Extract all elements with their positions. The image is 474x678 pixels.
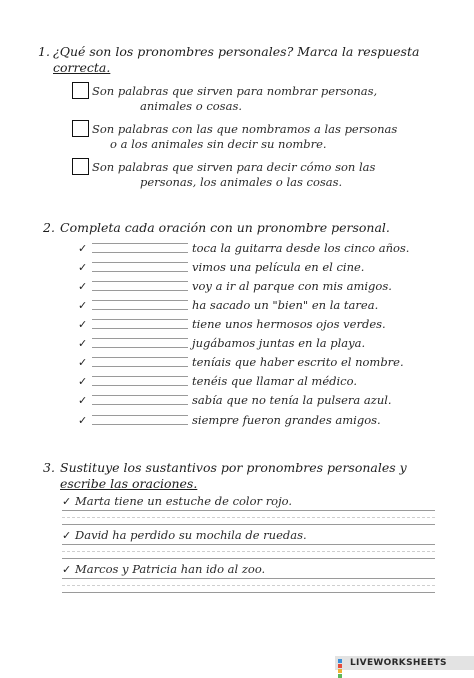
section-1-title-line-1: ¿Qué son los pronombres personales? Marca la respuesta [53, 44, 420, 59]
section-1-title-line-2: correcta. [53, 60, 111, 75]
sentence-text: jugábamos juntas en la playa. [192, 336, 366, 350]
section-1-number: 1. [38, 44, 50, 59]
check-icon: ✓ [62, 495, 72, 508]
option-3-text-line-2: personas, los animales o las cosas. [140, 175, 343, 189]
sentence-text: toca la guitarra desde los cinco años. [192, 241, 410, 255]
sentence-text: ha sacado un "bien" en la tarea. [192, 298, 379, 312]
option-2-text-line-1: Son palabras con las que nombramos a las personas [92, 122, 398, 136]
option-1-text-line-2: animales o cosas. [140, 99, 243, 113]
option-3-checkbox[interactable] [72, 158, 89, 175]
sentence-text: sabía que no tenía la pulsera azul. [192, 393, 392, 407]
sentence-row [78, 297, 378, 313]
check-icon: ✓ [78, 336, 88, 350]
blank-answer-field[interactable] [92, 281, 188, 291]
blank-answer-field[interactable] [92, 300, 188, 310]
check-icon: ✓ [78, 241, 88, 255]
check-icon: ✓ [78, 413, 88, 427]
section-3-title-line-2: escribe las oraciones. [60, 476, 198, 491]
blank-answer-field[interactable] [92, 262, 188, 272]
writing-line[interactable] [62, 578, 435, 593]
sentence-row [78, 354, 404, 370]
liveworksheets-logo-icon [338, 659, 347, 668]
rewrite-item-1-text: Marta tiene un estuche de color rojo. [75, 494, 293, 508]
check-icon: ✓ [78, 279, 88, 293]
brand-name: LIVEWORKSHEETS [350, 658, 447, 668]
blank-answer-field[interactable] [92, 357, 188, 367]
blank-answer-field[interactable] [92, 415, 188, 425]
check-icon: ✓ [62, 529, 72, 542]
blank-answer-field[interactable] [92, 243, 188, 253]
check-icon: ✓ [78, 317, 88, 331]
option-3-text-line-1: Son palabras que sirven para decir cómo son las [92, 160, 376, 174]
liveworksheets-footer [335, 656, 474, 670]
check-icon: ✓ [78, 260, 88, 274]
blank-answer-field[interactable] [92, 338, 188, 348]
option-1-text-line-1: Son palabras que sirven para nombrar personas, [92, 84, 378, 98]
sentence-row [78, 240, 409, 256]
sentence-text: tiene unos hermosos ojos verdes. [192, 317, 386, 331]
writing-line[interactable] [62, 544, 435, 559]
blank-answer-field[interactable] [92, 319, 188, 329]
check-icon: ✓ [78, 393, 88, 407]
sentence-text: tenéis que llamar al médico. [192, 374, 357, 388]
sentence-text: vimos una película en el cine. [192, 260, 365, 274]
check-icon: ✓ [78, 298, 88, 312]
check-icon: ✓ [62, 563, 72, 576]
sentence-row [78, 259, 364, 275]
section-2-number: 2. [43, 220, 55, 235]
sentence-row [78, 412, 381, 428]
rewrite-item-3-text: Marcos y Patricia han ido al zoo. [75, 562, 266, 576]
sentence-row [78, 373, 357, 389]
check-icon: ✓ [78, 355, 88, 369]
sentence-row [78, 392, 392, 408]
option-2-checkbox[interactable] [72, 120, 89, 137]
sentence-row [78, 335, 365, 351]
blank-answer-field[interactable] [92, 395, 188, 405]
option-1-checkbox[interactable] [72, 82, 89, 99]
sentence-text: teníais que haber escrito el nombre. [192, 355, 404, 369]
section-2-title: Completa cada oración con un pronombre personal. [60, 220, 390, 235]
section-3-title-line-1: Sustituye los sustantivos por pronombres personales y [60, 460, 407, 475]
sentence-row [78, 278, 392, 294]
check-icon: ✓ [78, 374, 88, 388]
rewrite-item-2-text: David ha perdido su mochila de ruedas. [75, 528, 307, 542]
writing-line[interactable] [62, 510, 435, 525]
sentence-row [78, 316, 386, 332]
sentence-text: voy a ir al parque con mis amigos. [192, 279, 392, 293]
blank-answer-field[interactable] [92, 376, 188, 386]
option-2-text-line-2: o a los animales sin decir su nombre. [110, 137, 327, 151]
section-3-number: 3. [43, 460, 55, 475]
sentence-text: siempre fueron grandes amigos. [192, 413, 381, 427]
